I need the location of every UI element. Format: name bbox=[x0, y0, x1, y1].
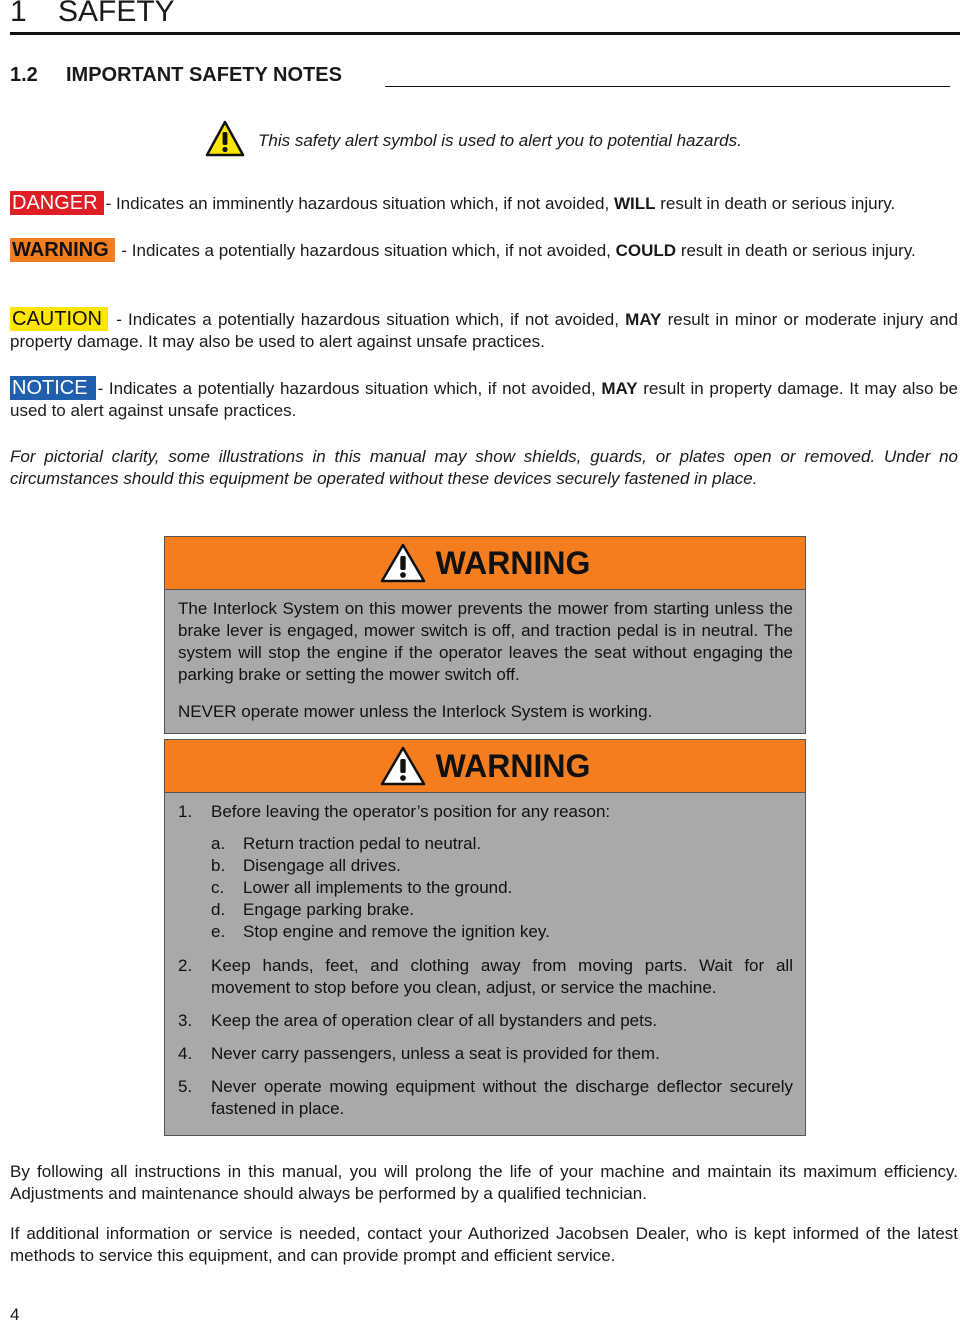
warning-definition bbox=[10, 238, 958, 262]
notice-key: MAY bbox=[601, 379, 638, 398]
warning-text: - Indicates a potentially hazardous situation which, if not avoided, bbox=[116, 241, 616, 260]
notice-text-end: result in property damage. It may also be used to alert against unsafe practices. bbox=[10, 379, 958, 420]
item-text: Keep hands, feet, and clothing away from moving parts. Wait for all movement to stop before you clean, adjust, or service the machine. bbox=[211, 956, 793, 997]
sub-item-text: Return traction pedal to neutral. bbox=[243, 834, 482, 853]
sub-item-text: Lower all implements to the ground. bbox=[243, 878, 513, 897]
sub-item-text: Engage parking brake. bbox=[243, 900, 415, 919]
sub-steps-list bbox=[211, 833, 793, 943]
sub-list-item bbox=[211, 921, 793, 943]
danger-key: WILL bbox=[613, 194, 656, 213]
chapter-rule bbox=[10, 32, 960, 35]
list-item bbox=[178, 801, 793, 943]
warning-triangle-icon bbox=[380, 746, 426, 786]
sub-list-item bbox=[211, 899, 793, 921]
list-item bbox=[178, 1043, 793, 1065]
item-number: 2. bbox=[178, 956, 193, 975]
notice-text: - Indicates a potentially hazardous situation which, if not avoided, bbox=[97, 379, 602, 398]
danger-text: - Indicates an imminently hazardous situation which, if not avoided, bbox=[105, 194, 614, 213]
warning-box-header bbox=[165, 537, 805, 590]
operation-warning-box bbox=[164, 739, 806, 1136]
section-title: IMPORTANT SAFETY NOTES bbox=[66, 64, 342, 86]
warning-box-header bbox=[165, 740, 805, 793]
alert-symbol-description: This safety alert symbol is used to alert you to potential hazards. bbox=[258, 131, 742, 150]
chapter-heading bbox=[10, 0, 175, 30]
page-number: 4 bbox=[10, 1305, 20, 1324]
closing-paragraph-maintenance: By following all instructions in this manual, you will prolong the life of your machine and maintain its maximum efficiency. Adjustments and maintenance should always be performed by a qualified technician. bbox=[10, 1162, 958, 1203]
sub-list-item bbox=[211, 833, 793, 855]
item-number: 3. bbox=[178, 1011, 193, 1030]
danger-label: DANGER bbox=[10, 191, 104, 215]
sub-item-letter: d. bbox=[211, 900, 226, 919]
chapter-title: SAFETY bbox=[58, 0, 175, 28]
item-text: Keep the area of operation clear of all bystanders and pets. bbox=[211, 1011, 658, 1030]
sub-list-item bbox=[211, 855, 793, 877]
section-heading bbox=[10, 63, 342, 87]
sub-item-letter: e. bbox=[211, 922, 226, 941]
chapter-number: 1 bbox=[10, 0, 27, 28]
pictorial-clarity-note: For pictorial clarity, some illustrations in this manual may show shields, guards, or plates open or removed. Under no circumstances should this equipment be operated without these devices securely fastened in place. bbox=[10, 447, 958, 488]
item-number: 4. bbox=[178, 1044, 193, 1063]
warning-box-title: WARNING bbox=[435, 545, 591, 581]
caution-definition bbox=[10, 307, 958, 353]
interlock-warning-box bbox=[164, 536, 806, 734]
warning-key: COULD bbox=[615, 241, 677, 260]
section-underline bbox=[385, 86, 950, 87]
caution-key: MAY bbox=[625, 310, 662, 329]
caution-text-end: result in minor or moderate injury and property damage. It may also be used to alert against unsafe practices. bbox=[10, 310, 958, 351]
safety-alert-icon bbox=[205, 120, 245, 158]
item-text: Never carry passengers, unless a seat is provided for them. bbox=[211, 1044, 660, 1063]
closing-paragraph-dealer: If additional information or service is needed, contact your Authorized Jacobsen Dealer, who is kept informed of the latest methods to service this equipment, and can provide prompt and efficient service. bbox=[10, 1224, 958, 1265]
list-item bbox=[178, 955, 793, 999]
item-text: Never operate mowing equipment without the discharge deflector securely fastened in place. bbox=[211, 1077, 793, 1118]
danger-definition bbox=[10, 191, 958, 215]
section-number: 1.2 bbox=[10, 64, 38, 86]
warning-box-title: WARNING bbox=[435, 748, 591, 784]
sub-item-letter: a. bbox=[211, 834, 226, 853]
list-item bbox=[178, 1010, 793, 1032]
sub-list-item bbox=[211, 877, 793, 899]
warning-text-end: result in death or serious injury. bbox=[676, 241, 916, 260]
warning-box-body bbox=[165, 793, 805, 1135]
sub-item-letter: c. bbox=[211, 878, 225, 897]
interlock-never-note: NEVER operate mower unless the Interlock System is working. bbox=[178, 702, 653, 721]
list-item bbox=[178, 1076, 793, 1120]
warning-triangle-icon bbox=[380, 543, 426, 583]
sub-item-letter: b. bbox=[211, 856, 226, 875]
item-number: 1. bbox=[178, 802, 193, 821]
caution-text: - Indicates a potentially hazardous situation which, if not avoided, bbox=[110, 310, 626, 329]
safety-steps-list bbox=[178, 801, 793, 1120]
item-text: Before leaving the operator’s position for any reason: bbox=[211, 802, 611, 821]
caution-label: CAUTION bbox=[10, 307, 108, 331]
warning-label: WARNING bbox=[10, 238, 115, 262]
item-number: 5. bbox=[178, 1077, 193, 1096]
sub-item-text: Disengage all drives. bbox=[243, 856, 401, 875]
sub-item-text: Stop engine and remove the ignition key. bbox=[243, 922, 550, 941]
danger-text-end: result in death or serious injury. bbox=[655, 194, 896, 213]
warning-box-body bbox=[165, 590, 805, 733]
notice-definition bbox=[10, 376, 958, 422]
interlock-description: The Interlock System on this mower prevents the mower from starting unless the brake lever is engaged, mower switch is off, and traction pedal is in neutral. The system will stop the engine if the operator leaves the seat without engaging the parking brake or setting the mower switch off. bbox=[178, 599, 793, 684]
notice-label: NOTICE bbox=[10, 376, 96, 400]
